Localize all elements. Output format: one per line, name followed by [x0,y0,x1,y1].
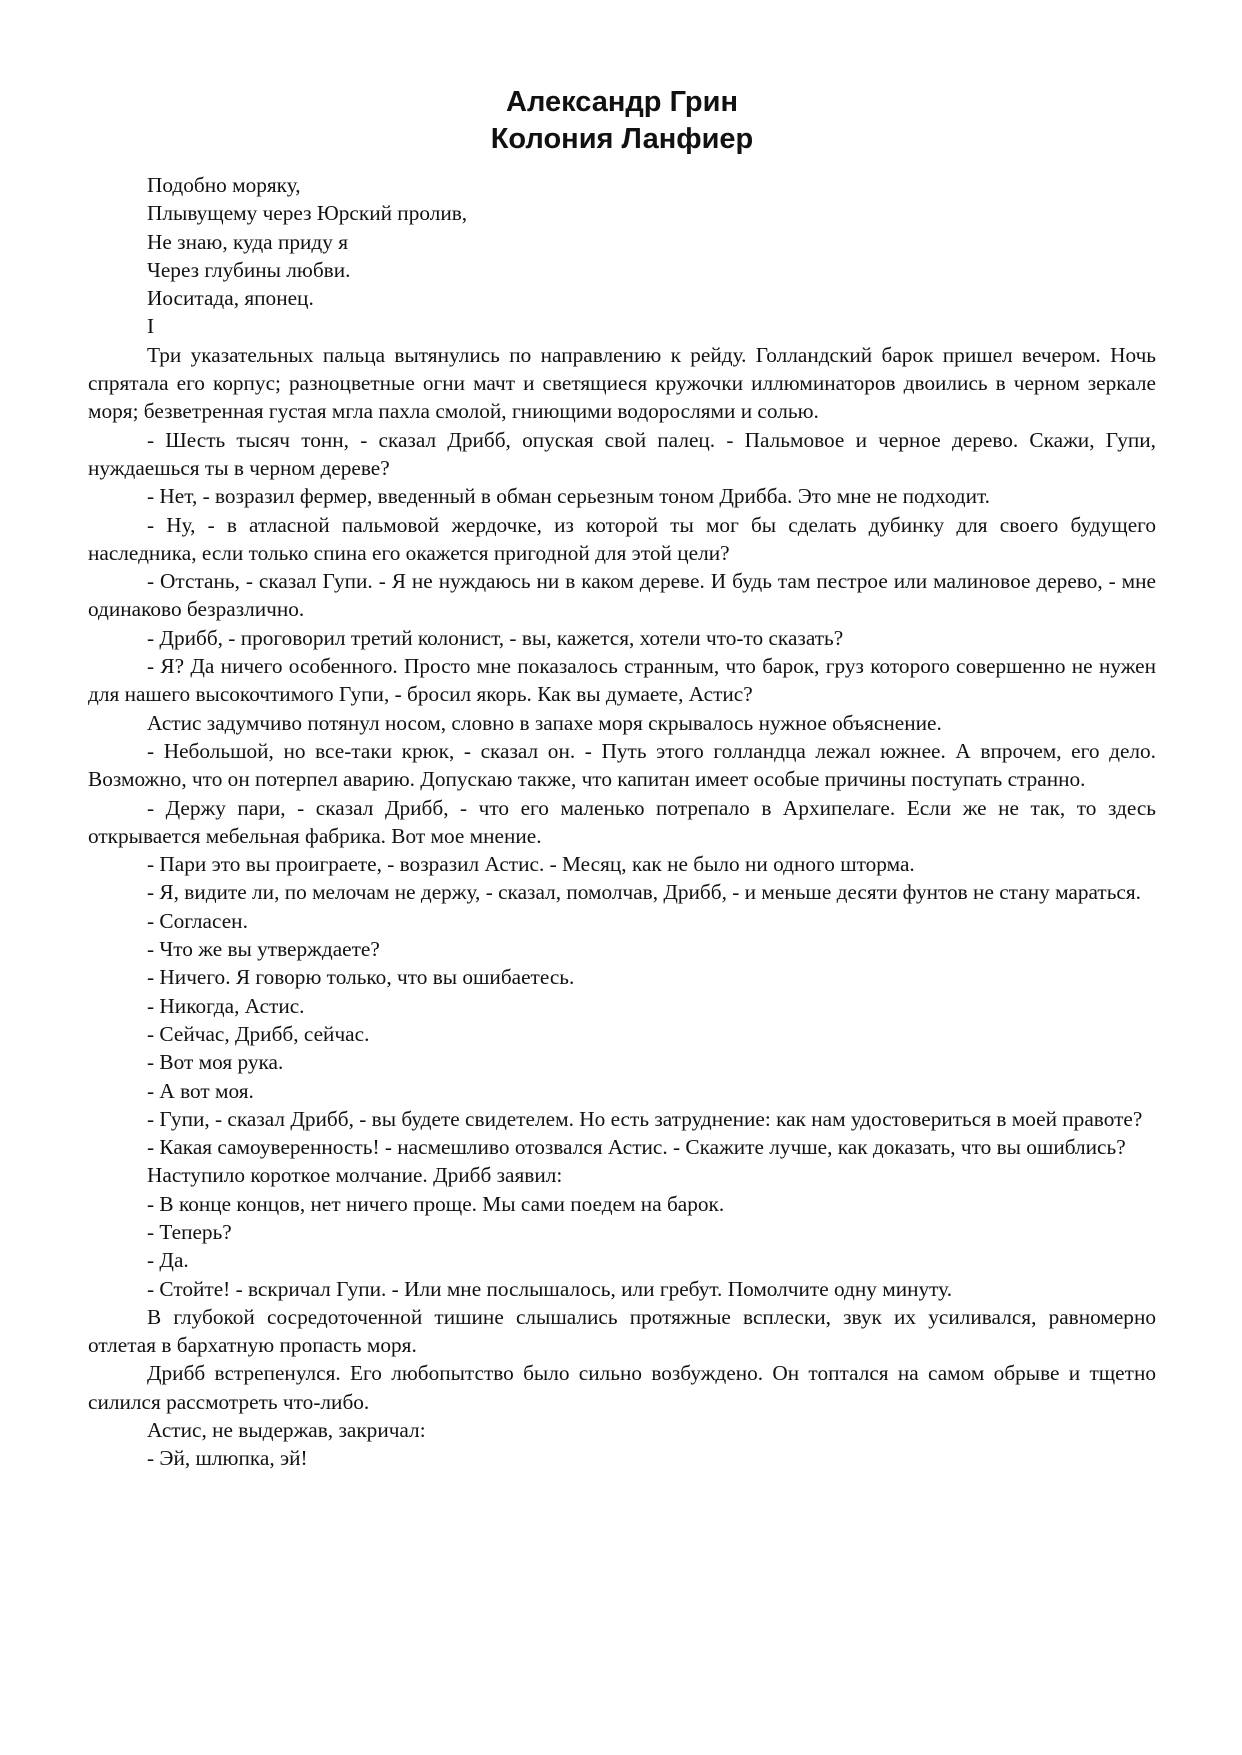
paragraph: - Нет, - возразил фермер, введенный в обман серьезным тоном Дрибба. Это мне не подходит. [147,484,990,509]
paragraph: Дрибб встрепенулся. Его любопытство было сильно возбуждено. Он топтался на самом обрыве и тщетно силился рассмотреть что-либо. [88,1361,1156,1414]
paragraph: - Какая самоуверенность! - насмешливо отозвался Астис. - Скажите лучше, как доказать, что вы ошиблись? [147,1135,1126,1160]
paragraph: Астис задумчиво потянул носом, словно в запахе моря скрывалось нужное объяснение. [147,710,942,735]
epigraph-attribution: Иоситада, японец. [147,286,314,311]
paragraph: - Небольшой, но все-таки крюк, - сказал он. - Путь этого голландца лежал южнее. А впрочем, его дело. Возможно, что он потерпел аварию. Допускаю также, что капитан имеет особые причины поступать странно. [88,738,1156,792]
paragraph: - Согласен. [147,908,248,933]
paragraph: - Я, видите ли, по мелочам не держу, - сказал, помолчав, Дрибб, - и меньше десяти фунтов не стану мараться. [147,880,1141,905]
book-title: Колония Ланфиер [490,123,754,155]
document-header [88,84,1156,158]
paragraph: - Да. [147,1248,189,1273]
body-text [88,171,1156,1473]
paragraph: - Дрибб, - проговорил третий колонист, - вы, кажется, хотели что-то сказать? [147,625,844,650]
epigraph-line: Через глубины любви. [147,257,351,282]
paragraph: - В конце концов, нет ничего проще. Мы сами поедем на барок. [147,1191,725,1216]
epigraph-line: Не знаю, куда приду я [147,229,348,254]
paragraph: - Никогда, Астис. [147,993,305,1018]
paragraph: - Эй, шлюпка, эй! [147,1446,308,1471]
paragraph: - Сейчас, Дрибб, сейчас. [147,1021,370,1046]
paragraph: Три указательных пальца вытянулись по направлению к рейду. Голландский барок пришел вечером. Ночь спрятала его корпус; разноцветные огни мачт и светящиеся кружочки иллюминаторов двоились в черном зеркале моря; безветренная густая мгла пахла смолой, гниющими водорослями и солью. [88,342,1156,424]
paragraph: - Стойте! - вскричал Гупи. - Или мне послышалось, или гребут. Помолчите одну минуту. [147,1276,953,1301]
paragraph: Наступило короткое молчание. Дрибб заявил: [147,1163,563,1188]
paragraph: - Пари это вы проиграете, - возразил Астис. - Месяц, как не было ни одного шторма. [147,852,915,877]
paragraph: - Теперь? [147,1219,232,1244]
epigraph-line: Плывущему через Юрский пролив, [147,201,468,226]
paragraph: - Держу пари, - сказал Дрибб, - что его маленько потрепало в Архипелаге. Если же не так, то здесь открывается мебельная фабрика. Вот мое мнение. [88,795,1156,848]
epigraph-line: Подобно моряку, [147,173,301,197]
paragraph: - Я? Да ничего особенного. Просто мне показалось странным, что барок, груз которого совершенно не нужен для нашего высокочтимого Гупи, - бросил якорь. Как вы думаете, Астис? [88,654,1156,707]
paragraph: - Ничего. Я говорю только, что вы ошибаетесь. [147,965,575,990]
paragraph: Астис, не выдержав, закричал: [147,1418,426,1443]
paragraph: - А вот моя. [147,1078,254,1103]
paragraph: - Что же вы утверждаете? [147,937,380,962]
paragraph: - Шесть тысяч тонн, - сказал Дрибб, опуская свой палец. - Пальмовое и черное дерево. Скажи, Гупи, нуждаешься ты в черном дереве? [88,427,1156,480]
paragraph: - Вот моя рука. [147,1050,284,1075]
paragraph: - Отстань, - сказал Гупи. - Я не нуждаюсь ни в каком дереве. И будь там пестрое или малиновое дерево, - мне одинаково безразлично. [88,569,1156,622]
paragraph: - Гупи, - сказал Дрибб, - вы будете свидетелем. Но есть затруднение: как нам удостовериться в моей правоте? [147,1106,1143,1131]
paragraph: - Ну, - в атласной пальмовой жердочке, из которой ты мог бы сделать дубинку для своего будущего наследника, если только спина его окажется пригодной для этой цели? [88,512,1156,565]
author-name: Александр Грин [506,86,738,118]
paragraph: В глубокой сосредоточенной тишине слышались протяжные всплески, звук их усиливался, равномерно отлетая в бархатную пропасть моря. [88,1304,1156,1358]
chapter-number: I [147,314,155,339]
